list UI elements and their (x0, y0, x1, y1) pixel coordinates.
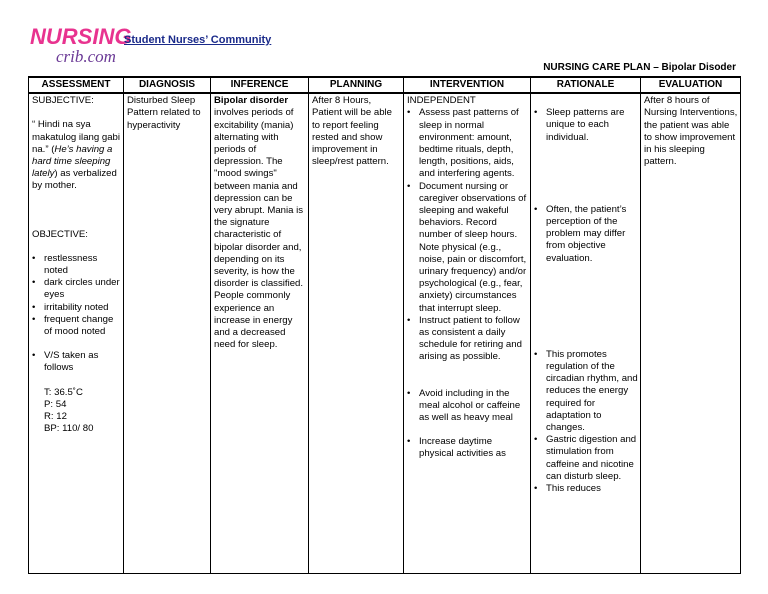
inference-text: involves periods of excitability (mania) alternating with periods of depression. The "mood swings" between mania and depression can be very abrupt. Mania is the signature characteristic of bipolar disorder and, depending on its severity, is how the disorder is classified. People commonly experience an increase in energy and a decreased need for sleep. (214, 107, 304, 351)
col-evaluation: EVALUATION (641, 77, 741, 93)
planning-cell (309, 93, 404, 574)
diagnosis-cell (124, 93, 211, 574)
intervention-heading: INDEPENDENT (407, 95, 476, 107)
assessment-cell (29, 93, 124, 574)
site-title[interactable]: Student Nurses’ Community (124, 34, 272, 46)
evaluation-text: After 8 hours of Nursing Interventions, the patient was able to show improvement in his sleeping pattern. (644, 95, 738, 168)
intervention-cell (404, 93, 531, 574)
rationale-cell (531, 93, 641, 574)
col-intervention: INTERVENTION (404, 77, 531, 93)
col-planning: PLANNING (309, 77, 404, 93)
list-item: • Gastric digestion and stimulation from caffeine and nicotine can disturb sleep. (534, 434, 637, 482)
list-item: • dark circles under eyes (32, 277, 120, 301)
subjective-text: “ Hindi na sya makatulog ilang gabi na.” (He’s having a hard time sleeping lately) as verbalized by mother. (32, 119, 121, 192)
col-rationale: RATIONALE (531, 77, 641, 93)
objective-list (32, 253, 121, 375)
inference-lead: Bipolar disorder (214, 95, 289, 107)
logo-bottom-text: crib.com (56, 47, 116, 66)
table-row (29, 93, 741, 574)
diagnosis-text: Disturbed Sleep Pattern related to hyperactivity (127, 95, 201, 131)
nursing-crib-logo (28, 20, 132, 72)
col-diagnosis: DIAGNOSIS (124, 77, 211, 93)
list-item: • This reduces (534, 483, 601, 495)
planning-text: After 8 Hours, Patient will be able to report feeling rested and show improvement in sleep/rest pattern. (312, 95, 392, 168)
list-item: • This promotes regulation of the circadian rhythm, and reduces the energy required for adaptation to changes. (534, 348, 638, 434)
objective-label: OBJECTIVE: (32, 228, 88, 240)
care-plan-table (28, 76, 741, 574)
subjective-translation: He’s having a hard time sleeping lately (32, 143, 113, 180)
list-item: • frequent change of mood noted (32, 313, 114, 338)
plan-title: NURSING CARE PLAN – Bipolar Disoder (543, 62, 736, 73)
vital-signs: T: 36.5˚C P: 54 R: 12 BP: 110/ 80 (44, 386, 94, 435)
list-item: • Often, the patient’s perception of the problem may differ from objective evaluation. (534, 203, 627, 264)
list-item: • Avoid including in the meal alcohol or caffeine as well as heavy meal (407, 387, 521, 424)
col-assessment: ASSESSMENT (29, 77, 124, 93)
subjective-quote: “ Hindi na sya makatulog ilang gabi na.” (32, 119, 121, 155)
rationale-list (534, 107, 638, 495)
col-inference: INFERENCE (211, 77, 309, 93)
list-item: • restlessness noted (32, 252, 98, 277)
list-item: • Assess past patterns of sleep in normal environment: amount, bedtime rituals, depth, length, positions, aids, and interfering agents. (407, 107, 519, 180)
table-header-row (29, 77, 741, 93)
evaluation-cell (641, 93, 741, 574)
inference-cell (211, 93, 309, 574)
list-item: • Document nursing or caregiver observations of sleeping and wakeful behaviors. Record number of sleep hours. Note physical (e.g., noise, pain or discomfort, urinary frequency) and/or psychological (e.g., fear, anxiety) circumstances that interrupt sleep. (407, 180, 527, 314)
list-item: • Increase daytime physical activities as (407, 436, 506, 460)
list-item: • irritability noted (32, 301, 109, 313)
logo-top-text: NURSING (30, 24, 132, 49)
list-item: • Instruct patient to follow as consistent a daily schedule for retiring and arising as possible. (407, 314, 522, 363)
subjective-label: SUBJECTIVE: (32, 95, 94, 107)
list-item: • Sleep patterns are unique to each individual. (534, 107, 625, 143)
intervention-list (407, 107, 528, 460)
list-item: • V/S taken as follows (32, 350, 99, 374)
